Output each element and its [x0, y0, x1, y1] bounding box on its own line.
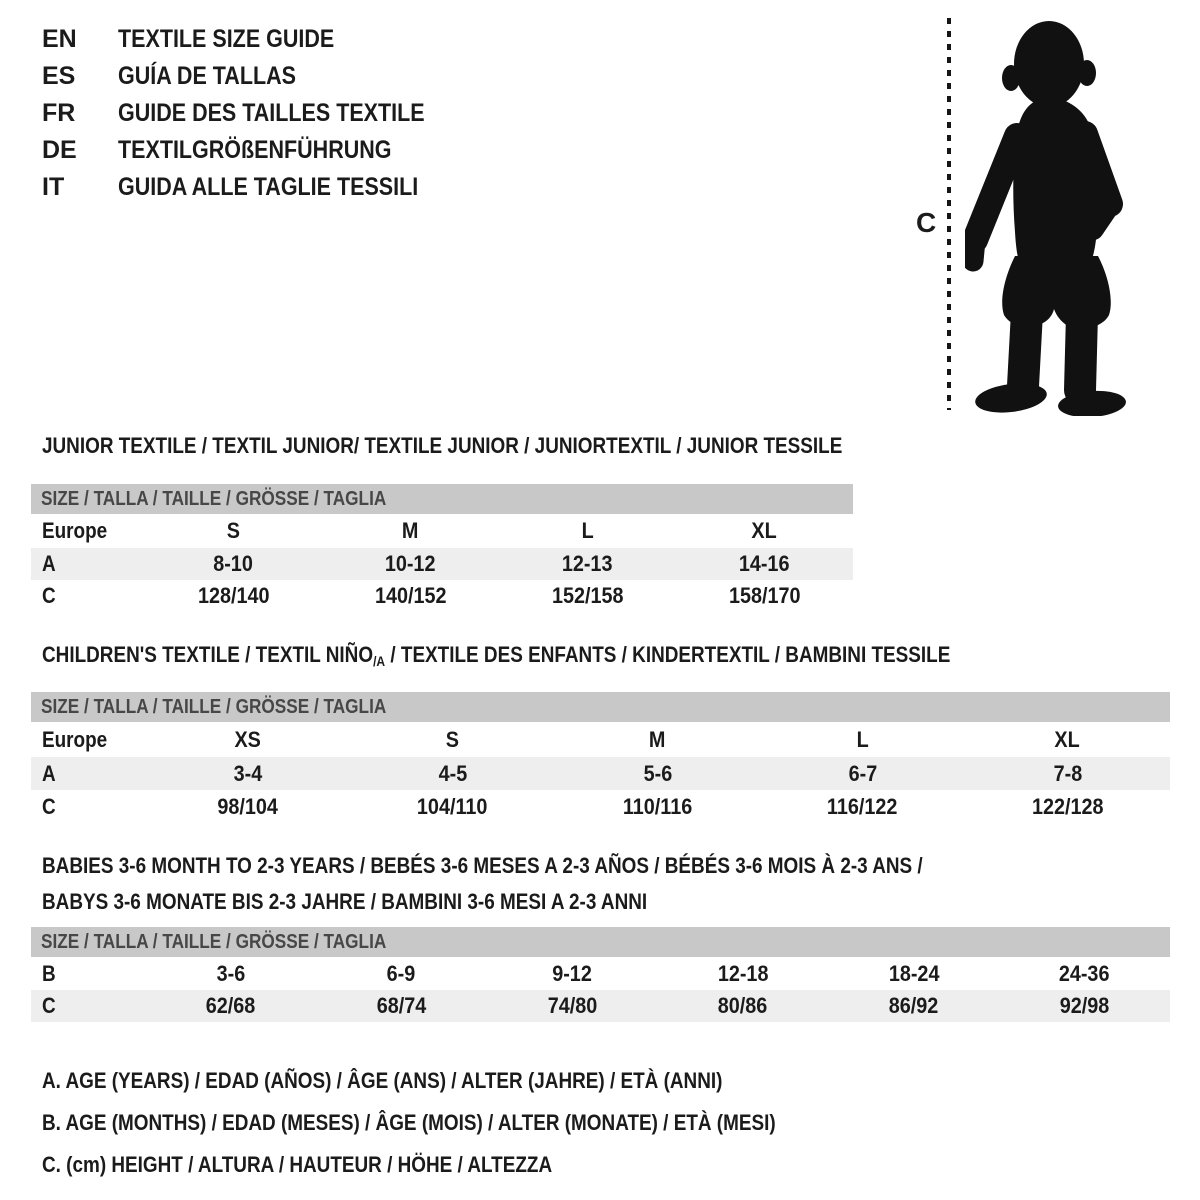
- size-cell: XL: [751, 518, 778, 543]
- height-cell: 116/122: [827, 793, 898, 819]
- row-label: B: [42, 960, 56, 986]
- height-cell: 104/110: [417, 793, 488, 819]
- size-header-bar: [31, 927, 1170, 957]
- table-row: [31, 957, 1170, 990]
- size-cell: XL: [1054, 726, 1081, 752]
- section-heading-text: JUNIOR TEXTILE / TEXTIL JUNIOR/ TEXTILE JUNIOR / JUNIORTEXTIL / JUNIOR TESSILE: [42, 433, 843, 458]
- language-row-es: [42, 58, 475, 95]
- row-label: C: [42, 993, 56, 1018]
- language-code: IT: [42, 173, 65, 201]
- height-cell: 140/152: [374, 583, 447, 608]
- age-cell: 8-10: [213, 551, 254, 576]
- age-cell: 24-36: [1059, 960, 1110, 986]
- size-cell: M: [402, 518, 419, 543]
- row-label: Europe: [42, 726, 108, 752]
- height-cell: 62/68: [205, 993, 256, 1018]
- height-cell: 158/170: [728, 583, 801, 608]
- section-heading-line2: BABYS 3-6 MONATE BIS 2-3 JAHRE / BAMBINI 3-6 MESI A 2-3 ANNI: [42, 889, 648, 914]
- guide-title: GUIDA ALLE TAGLIE TESSILI: [118, 173, 419, 201]
- row-label: C: [42, 793, 56, 819]
- height-cell: 80/86: [718, 993, 768, 1018]
- language-row-it: [42, 169, 475, 206]
- size-cell: L: [581, 518, 594, 543]
- toddler-silhouette-icon: [965, 16, 1135, 416]
- table-row: [31, 514, 853, 548]
- language-title-list: [42, 21, 475, 206]
- section-heading-babies: [42, 848, 1066, 920]
- section-heading-children: [42, 641, 1098, 675]
- height-cell: 98/104: [217, 793, 278, 819]
- age-cell: 3-6: [216, 960, 245, 986]
- age-cell: 9-12: [552, 960, 592, 986]
- height-measure-label: C: [916, 207, 937, 238]
- language-code: FR: [42, 99, 76, 127]
- language-code: EN: [42, 25, 77, 53]
- age-cell: 12-18: [717, 960, 769, 986]
- row-label: A: [42, 760, 56, 786]
- row-label: Europe: [42, 518, 108, 543]
- row-label: C: [42, 583, 56, 608]
- age-cell: 12-13: [562, 551, 613, 576]
- row-label: A: [42, 551, 56, 576]
- legend-line-a: A. AGE (YEARS) / EDAD (AÑOS) / ÂGE (ANS) / ALTER (JAHRE) / ETÀ (ANNI): [42, 1068, 723, 1093]
- children-size-table: [31, 692, 1170, 823]
- babies-size-table: [31, 927, 1170, 1022]
- guide-title: TEXTILE SIZE GUIDE: [118, 25, 335, 53]
- section-heading-line1: BABIES 3-6 MONTH TO 2-3 YEARS / BEBÉS 3-6 MESES A 2-3 AÑOS / BÉBÉS 3-6 MOIS À 2-3 ANS /: [42, 853, 923, 878]
- age-cell: 6-7: [848, 760, 877, 786]
- table-row: [31, 757, 1170, 790]
- size-header-bar: [31, 692, 1170, 722]
- height-cell: 74/80: [547, 993, 597, 1018]
- table-row: [31, 722, 1170, 757]
- table-row: [31, 580, 853, 612]
- measure-legend: [42, 1060, 895, 1186]
- age-cell: 5-6: [643, 760, 672, 786]
- height-cell: 122/128: [1031, 793, 1104, 819]
- size-cell: XS: [234, 726, 261, 752]
- size-cell: S: [226, 518, 241, 543]
- age-cell: 18-24: [888, 960, 940, 986]
- size-cell: S: [445, 726, 460, 752]
- table-row: [31, 790, 1170, 823]
- guide-title: GUÍA DE TALLAS: [118, 62, 296, 90]
- legend-line-c: C. (cm) HEIGHT / ALTURA / HAUTEUR / HÖHE / ALTEZZA: [42, 1152, 553, 1177]
- height-cell: 152/158: [551, 583, 624, 608]
- language-code: ES: [42, 62, 76, 90]
- size-header-text: SIZE / TALLA / TAILLE / GRÖSSE / TAGLIA: [41, 487, 387, 510]
- language-row-en: [42, 21, 475, 58]
- section-heading-junior: [42, 432, 973, 459]
- age-cell: 7-8: [1053, 760, 1082, 786]
- table-row: [31, 548, 853, 580]
- age-cell: 10-12: [385, 551, 436, 576]
- guide-title: GUIDE DES TAILLES TEXTILE: [118, 99, 425, 127]
- language-row-fr: [42, 95, 475, 132]
- height-cell: 128/140: [197, 583, 270, 608]
- junior-size-table: [31, 484, 853, 612]
- age-cell: 4-5: [438, 760, 467, 786]
- language-row-de: [42, 132, 475, 169]
- height-cell: 68/74: [376, 993, 427, 1018]
- age-cell: 6-9: [386, 960, 416, 986]
- height-cell: 110/116: [622, 793, 693, 819]
- age-cell: 14-16: [739, 551, 790, 576]
- section-heading-text: CHILDREN'S TEXTILE / TEXTIL $NIÑO_{/A}$ / TEXTILE DES ENFANTS / KINDERTEXTIL / BAMBINI TESSILE: [42, 642, 951, 669]
- height-cell: 86/92: [888, 993, 939, 1018]
- size-header-text: SIZE / TALLA / TAILLE / GRÖSSE / TAGLIA: [41, 695, 387, 718]
- size-header-bar: [31, 484, 853, 514]
- age-cell: 3-4: [233, 760, 262, 786]
- heading-subscript: /A: [373, 653, 386, 669]
- table-row: [31, 990, 1170, 1022]
- legend-line-b: B. AGE (MONTHS) / EDAD (MESES) / ÂGE (MOIS) / ALTER (MONATE) / ETÀ (MESI): [42, 1110, 776, 1135]
- height-measure-line: [947, 18, 951, 410]
- height-cell: 92/98: [1059, 993, 1110, 1018]
- size-cell: L: [856, 726, 869, 752]
- size-header-text: SIZE / TALLA / TAILLE / GRÖSSE / TAGLIA: [41, 930, 387, 953]
- guide-title: TEXTILGRÖßENFÜHRUNG: [118, 136, 392, 164]
- language-code: DE: [42, 136, 77, 164]
- size-cell: M: [649, 726, 666, 752]
